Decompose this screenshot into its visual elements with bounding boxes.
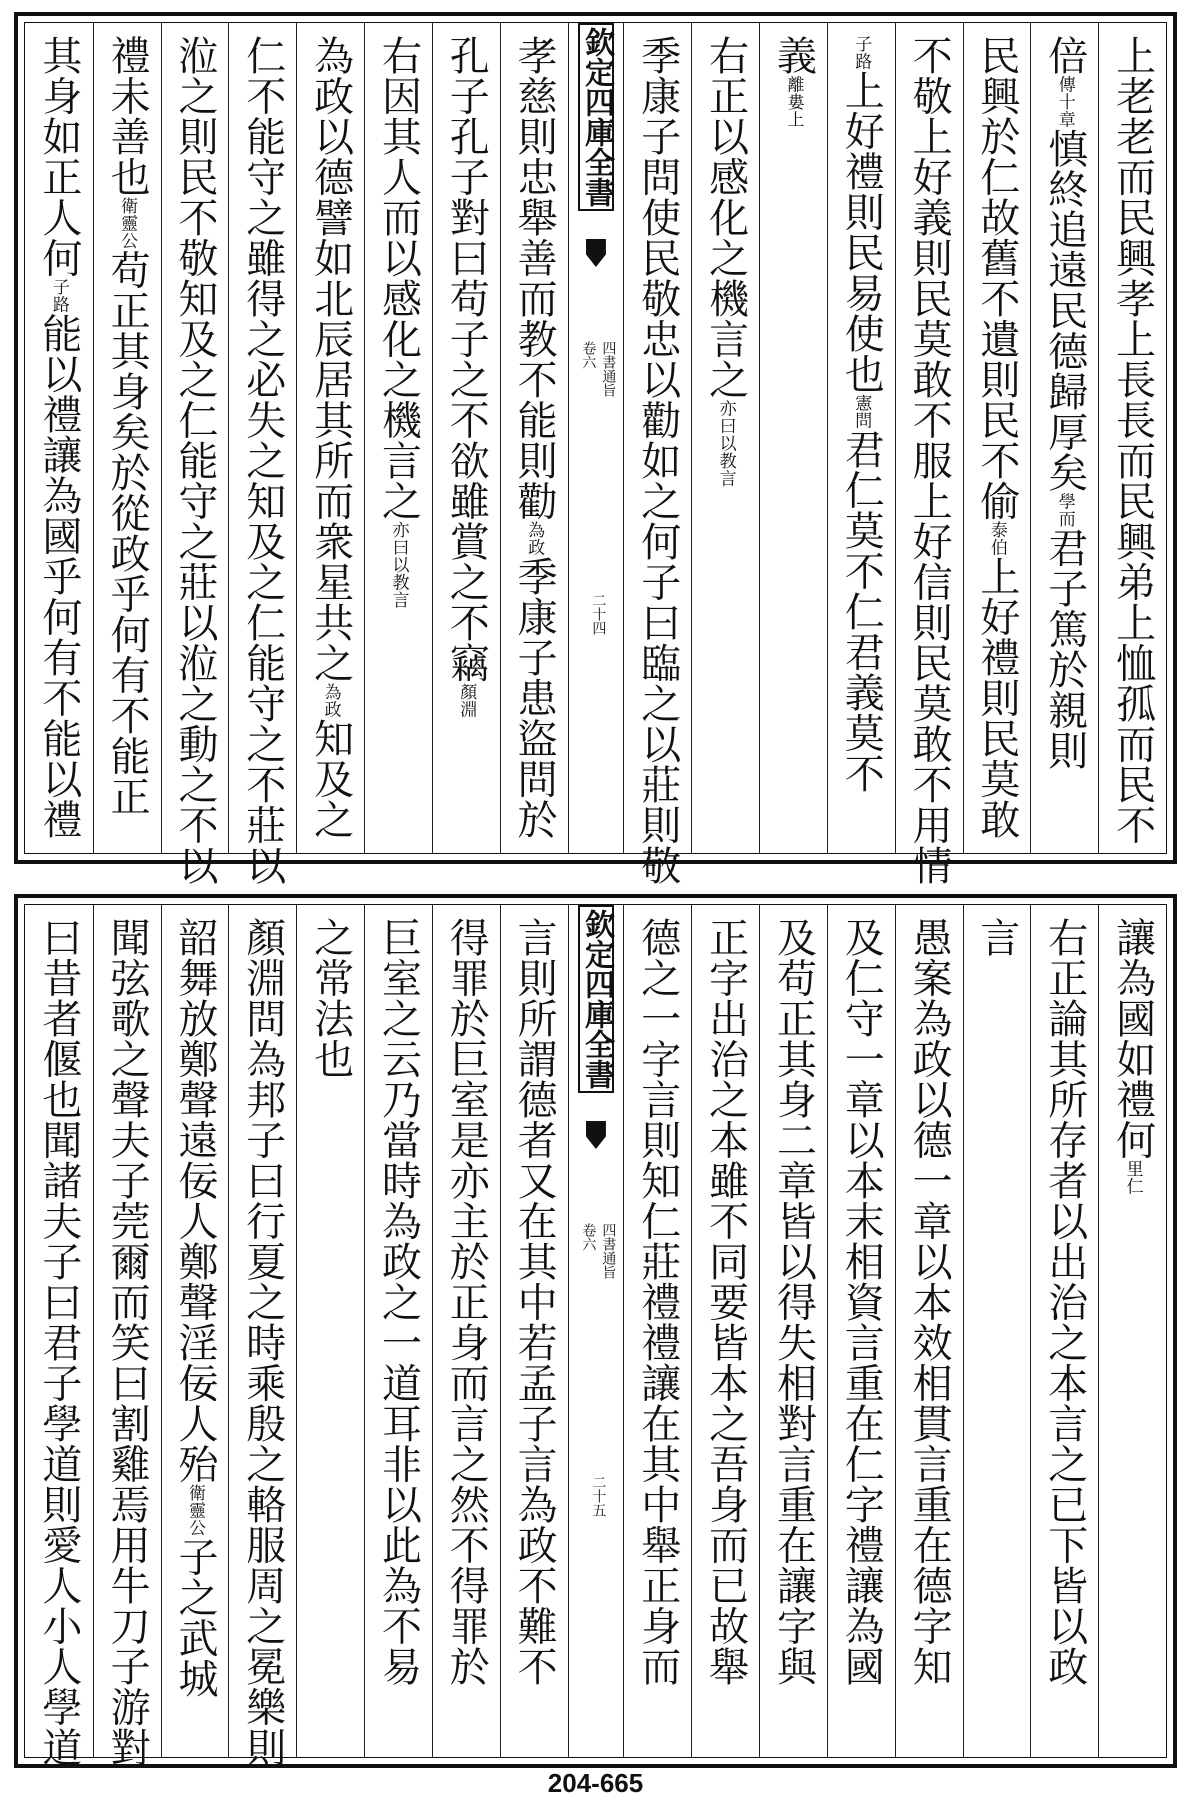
book-name: 四書通旨 xyxy=(600,1223,617,1279)
page_bottom-column xyxy=(895,905,963,1757)
annotation-note: 子路 xyxy=(851,35,872,70)
page_top-column-text xyxy=(770,35,817,128)
page_top-column xyxy=(895,23,963,886)
body-text: 涖之則民不敬知及之仁能守之莊以涖之動之不以 xyxy=(171,35,218,886)
annotation-note: 為政 xyxy=(320,683,341,718)
page_top-column-text xyxy=(307,35,354,840)
body-text: 君子篤於親則 xyxy=(1041,527,1088,771)
page_bottom-column xyxy=(759,905,827,1757)
page_top-column xyxy=(963,23,1031,853)
page_bottom-column xyxy=(161,905,229,1757)
body-text: 上老老而民興孝上長長而民興弟上恤孤而民不 xyxy=(1109,35,1156,845)
page_top-column-text xyxy=(838,35,885,794)
annotation-note: 離婁上 xyxy=(783,75,804,128)
body-text: 孔子孔子對曰苟子之不欲雖賞之不竊 xyxy=(443,35,490,683)
page-bottom xyxy=(14,894,1177,1768)
body-text: 不敬上好義則民莫敢不服上好信則民莫敢不用情 xyxy=(906,35,953,886)
leaf-page-number: 二十四 xyxy=(590,593,607,635)
page_bottom-column-text xyxy=(307,917,354,1079)
page_top-column xyxy=(296,23,364,853)
body-text: 之常法也 xyxy=(307,917,354,1079)
body-text: 其身如正人何 xyxy=(35,35,82,278)
body-text: 右正論其所存者以出治之本言之 xyxy=(1041,917,1088,1484)
page_top-column xyxy=(25,23,93,853)
body-text: 顏淵問為邦子曰行夏之時乘殷之輅服周之冕樂則 xyxy=(239,917,286,1768)
page_top-column-text xyxy=(1041,35,1088,771)
page_top-column-text xyxy=(239,35,286,886)
body-text: 讓為國如禮何 xyxy=(1109,917,1156,1160)
annotation-note: 亦曰以教言 xyxy=(715,399,736,487)
book-series-title: 欽定四庫全書 xyxy=(578,23,614,211)
page_top-column-text xyxy=(906,35,953,886)
page_bottom-column-text xyxy=(1041,917,1088,1687)
annotation-note: 亦曰以教言 xyxy=(388,521,409,609)
page_bottom-column xyxy=(1098,905,1166,1757)
folio-number: 204-665 xyxy=(547,1768,644,1798)
body-text: 言則所謂德者又在其中若孟子言為政不難不 xyxy=(511,917,558,1687)
page_top-column-text xyxy=(35,35,82,840)
page_bottom-column xyxy=(691,905,759,1757)
page_top-column-text xyxy=(375,35,422,609)
page_bottom-column-text xyxy=(702,917,749,1687)
fishtail-mark-icon xyxy=(586,239,606,267)
page_top-column-text xyxy=(1109,35,1156,845)
page_bottom-column xyxy=(25,905,93,1768)
page_top-column xyxy=(500,23,568,853)
body-text: 倍 xyxy=(1041,35,1088,76)
page_top-column-text xyxy=(973,35,1020,840)
page_bottom-column-text xyxy=(511,917,558,1687)
page_bottom-column xyxy=(296,905,364,1757)
body-text: 正字出治之本雖不同要皆本之吾身而已故舉 xyxy=(702,917,749,1687)
leaf-page-number: 二十五 xyxy=(590,1475,607,1517)
page_bottom-column-text xyxy=(770,917,817,1687)
page-top xyxy=(14,12,1177,886)
page_bottom-column-text xyxy=(906,917,953,1687)
page_bottom-column-text xyxy=(171,917,218,1699)
body-text: 上好禮則民易使也 xyxy=(838,70,885,394)
body-text: 慎終追遠民德歸厚矣 xyxy=(1041,128,1088,493)
page_bottom-column-text xyxy=(104,917,151,1768)
body-text: 子之武城 xyxy=(171,1536,218,1699)
annotation-note: 傳十章 xyxy=(1054,75,1075,128)
page_bottom-column-text xyxy=(1109,917,1156,1195)
page_bottom-column xyxy=(623,905,691,1757)
fold-center-column xyxy=(568,23,624,853)
body-text: 能以禮讓為國乎何有不能以禮 xyxy=(35,313,82,840)
body-text: 義 xyxy=(770,35,817,76)
body-text: 民興於仁故舊不遺則民不偷 xyxy=(973,35,1020,521)
page_top-column-text xyxy=(511,35,558,840)
body-text: 苟正其身矣於從政乎何有不能正 xyxy=(104,249,151,817)
page_bottom-column xyxy=(364,905,432,1757)
body-text: 及苟正其身二章皆以得失相對言重在讓字與 xyxy=(770,917,817,1687)
annotation-note: 衛靈公 xyxy=(184,1484,205,1537)
page-top-frame xyxy=(24,22,1167,886)
page_bottom-column xyxy=(963,905,1031,1757)
annotation-note: 憲問 xyxy=(851,394,872,429)
body-text: 仁不能守之雖得之必失之知及之仁能守之不莊以 xyxy=(239,35,286,886)
page-top-columns xyxy=(25,23,1166,886)
annotation-note: 顏淵 xyxy=(456,683,477,718)
page_top-column xyxy=(432,23,500,853)
body-text: 言 xyxy=(973,917,1020,958)
annotation-note: 為政 xyxy=(524,521,545,556)
body-text: 得罪於巨室是亦主於正身而言之然不得罪於 xyxy=(443,917,490,1687)
body-text: 孝慈則忠舉善而教不能則勸 xyxy=(511,35,558,521)
page_top-column xyxy=(161,23,229,886)
page_top-column xyxy=(827,23,895,853)
body-text: 韶舞放鄭聲遠佞人鄭聲淫佞人殆 xyxy=(171,917,218,1484)
body-text: 德之一字言則知仁莊禮禮讓在其中舉正身而 xyxy=(634,917,681,1687)
body-text: 季康子問使民敬忠以勸如之何子曰臨之以莊則敬 xyxy=(634,35,681,886)
annotation-note: 學而 xyxy=(1054,492,1075,528)
annotation-note: 泰伯 xyxy=(986,521,1007,556)
page_bottom-column xyxy=(500,905,568,1757)
body-text: 聞弦歌之聲夫子莞爾而笑曰割雞焉用牛刀子游對 xyxy=(104,917,151,1768)
body-text: 季康子患盜問於 xyxy=(511,556,558,840)
fold-center-column xyxy=(568,905,624,1757)
body-text: 右因其人而以感化之機言之 xyxy=(375,35,422,521)
body-text: 為政以德譬如北辰居其所而衆星共之 xyxy=(307,35,354,683)
body-text: 禮未善也 xyxy=(104,35,151,197)
body-text: 上好禮則民莫敢 xyxy=(973,556,1020,840)
page_top-column-text xyxy=(171,35,218,886)
page_bottom-column-text xyxy=(838,917,885,1687)
page_top-column-text xyxy=(104,35,151,817)
page_top-column xyxy=(228,23,296,886)
annotation-note: 衛靈公 xyxy=(117,197,138,250)
body-text: 右正以感化之機言之 xyxy=(702,35,749,400)
volume-number: 卷六 xyxy=(580,341,597,369)
page_top-column xyxy=(1030,23,1098,853)
page_bottom-column xyxy=(827,905,895,1757)
page_bottom-column-text xyxy=(375,917,422,1687)
page_top-column-text xyxy=(443,35,490,718)
page_bottom-column-text xyxy=(973,917,1020,958)
body-text: 愚案為政以德一章以本效相貫言重在德字知 xyxy=(906,917,953,1687)
body-text: 巨室之云乃當時為政之一道耳非以此為不易 xyxy=(375,917,422,1687)
volume-number: 卷六 xyxy=(580,1223,597,1251)
annotation-note: 子路 xyxy=(48,278,69,313)
body-text: 知及之 xyxy=(307,718,354,840)
page_bottom-column xyxy=(228,905,296,1768)
page_bottom-column-text xyxy=(239,917,286,1768)
page_top-column xyxy=(364,23,432,853)
page_bottom-column-text xyxy=(634,917,681,1687)
book-name: 四書通旨 xyxy=(600,341,617,397)
annotation-note: 里仁 xyxy=(1122,1160,1143,1195)
body-text: 及仁守一章以本末相資言重在仁字禮讓為國 xyxy=(838,917,885,1687)
page_top-column xyxy=(1098,23,1166,853)
page_bottom-column xyxy=(432,905,500,1757)
page_top-column-text xyxy=(634,35,681,886)
page_bottom-column xyxy=(93,905,161,1768)
page_top-column-text xyxy=(702,35,749,487)
page_top-column xyxy=(93,23,161,853)
page-bottom-frame xyxy=(24,904,1167,1768)
page_bottom-column-text xyxy=(35,917,82,1768)
body-text: 曰昔者偃也聞諸夫子曰君子學道則愛人小人學道 xyxy=(35,917,82,1768)
page_top-column xyxy=(623,23,691,886)
page_bottom-column-text xyxy=(443,917,490,1687)
page_top-column xyxy=(759,23,827,853)
body-text: 已下皆以政 xyxy=(1041,1484,1088,1687)
page_bottom-column xyxy=(1030,905,1098,1757)
fishtail-mark-icon xyxy=(586,1121,606,1149)
body-text: 君仁莫不仁君義莫不 xyxy=(838,429,885,794)
page-bottom-columns xyxy=(25,905,1166,1768)
page_top-column xyxy=(691,23,759,853)
book-series-title: 欽定四庫全書 xyxy=(578,905,614,1093)
